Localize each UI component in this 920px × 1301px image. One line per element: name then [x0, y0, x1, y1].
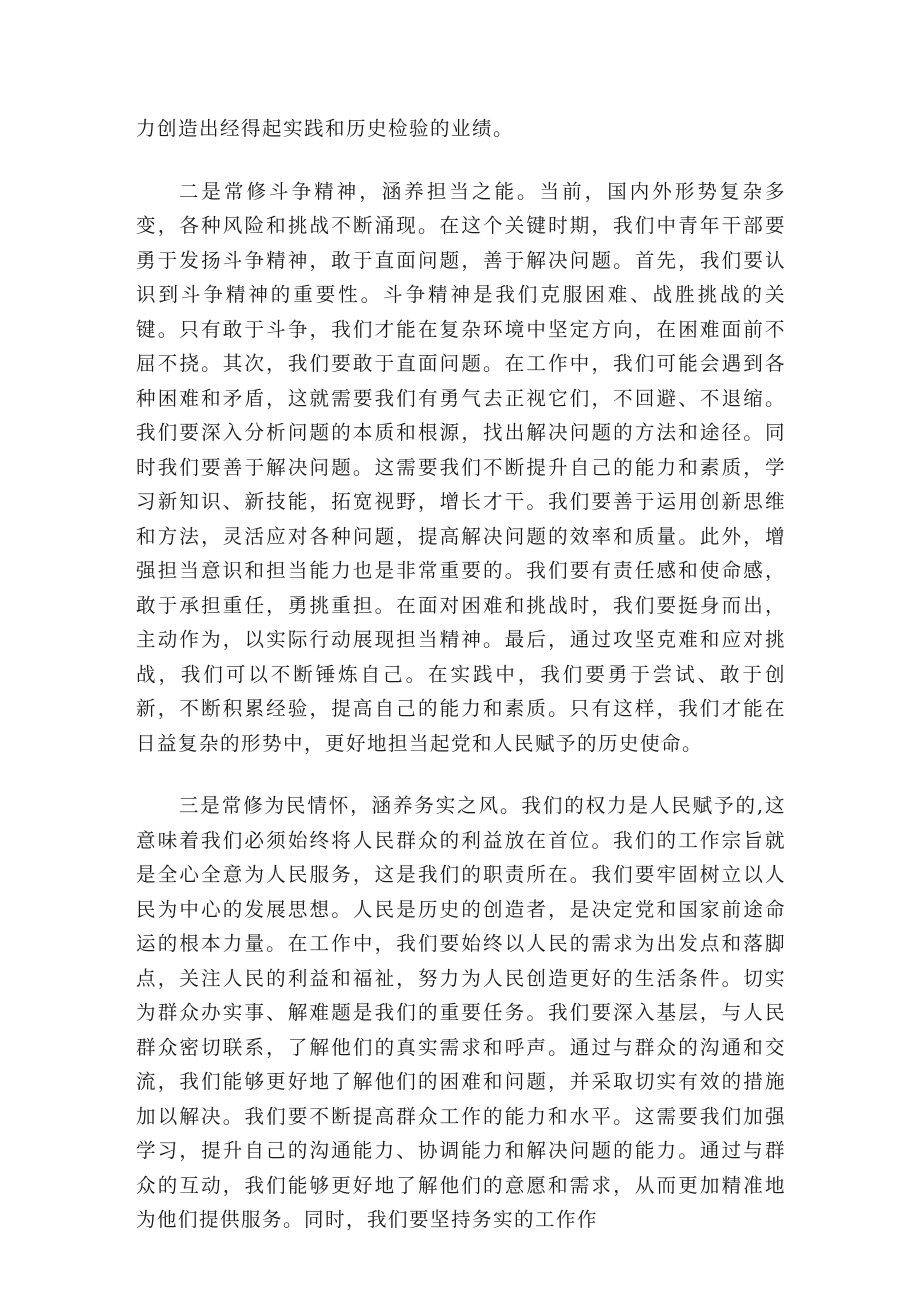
paragraph-continued: 力创造出经得起实践和历史检验的业绩。	[136, 117, 515, 140]
paragraph-struggle-spirit: 二是常修斗争精神，涵养担当之能。当前，国内外形势复杂多变，各种风险和挑战不断涌现。在这个关键时期，我们中青年干部要勇于发扬斗争精神，敢于直面问题，善于解决问题。首先，我们要认识到斗争精神的重要性。斗争精神是我们克服困难、战胜挑战的关键。只有敢于斗争，我们才能在复杂环境中坚定方向，在困难面前不屈不挠。其次，我们要敢于直面问题。在工作中，我们可能会遇到各种困难和矛盾，这就需要我们有勇气去正视它们，不回避、不退缩。我们要深入分析问题的本质和根源，找出解决问题的方法和途径。同时我们要善于解决问题。这需要我们不断提升自己的能力和素质，学习新知识、新技能，拓宽视野，增长才干。我们要善于运用创新思维和方法，灵活应对各种问题，提高解决问题的效率和质量。此外，增强担当意识和担当能力也是非常重要的。我们要有责任感和使命感，敢于承担重任，勇挑重担。在面对困难和挑战时，我们要挺身而出，主动作为，以实际行动展现担当精神。最后，通过攻坚克难和应对挑战，我们可以不断锤炼自己。在实践中，我们要勇于尝试、敢于创新，不断积累经验，提高自己的能力和素质。只有这样，我们才能在日益复杂的形势中，更好地担当起党和人民赋予的历史使命。	[136, 179, 786, 755]
document-page	[136, 112, 786, 1238]
paragraph-people-sentiment: 三是常修为民情怀，涵养务实之风。我们的权力是人民赋予的,这意味着我们必须始终将人民群众的利益放在首位。我们的工作宗旨就是全心全意为人民服务，这是我们的职责所在。我们要牢固树立以人民为中心的发展思想。人民是历史的创造者，是决定党和国家前途命运的根本力量。在工作中，我们要始终以人民的需求为出发点和落脚点，关注人民的利益和福祉，努力为人民创造更好的生活条件。切实为群众办实事、解难题是我们的重要任务。我们要深入基层，与人民群众密切联系，了解他们的真实需求和呼声。通过与群众的沟通和交流，我们能够更好地了解他们的困难和问题，并采取切实有效的措施加以解决。我们要不断提高群众工作的能力和水平。这需要我们加强学习，提升自己的沟通能力、协调能力和解决问题的能力。通过与群众的互动，我们能够更好地了解他们的意愿和需求，从而更加精准地为他们提供服务。同时，我们要坚持务实的工作作	[136, 794, 786, 1231]
